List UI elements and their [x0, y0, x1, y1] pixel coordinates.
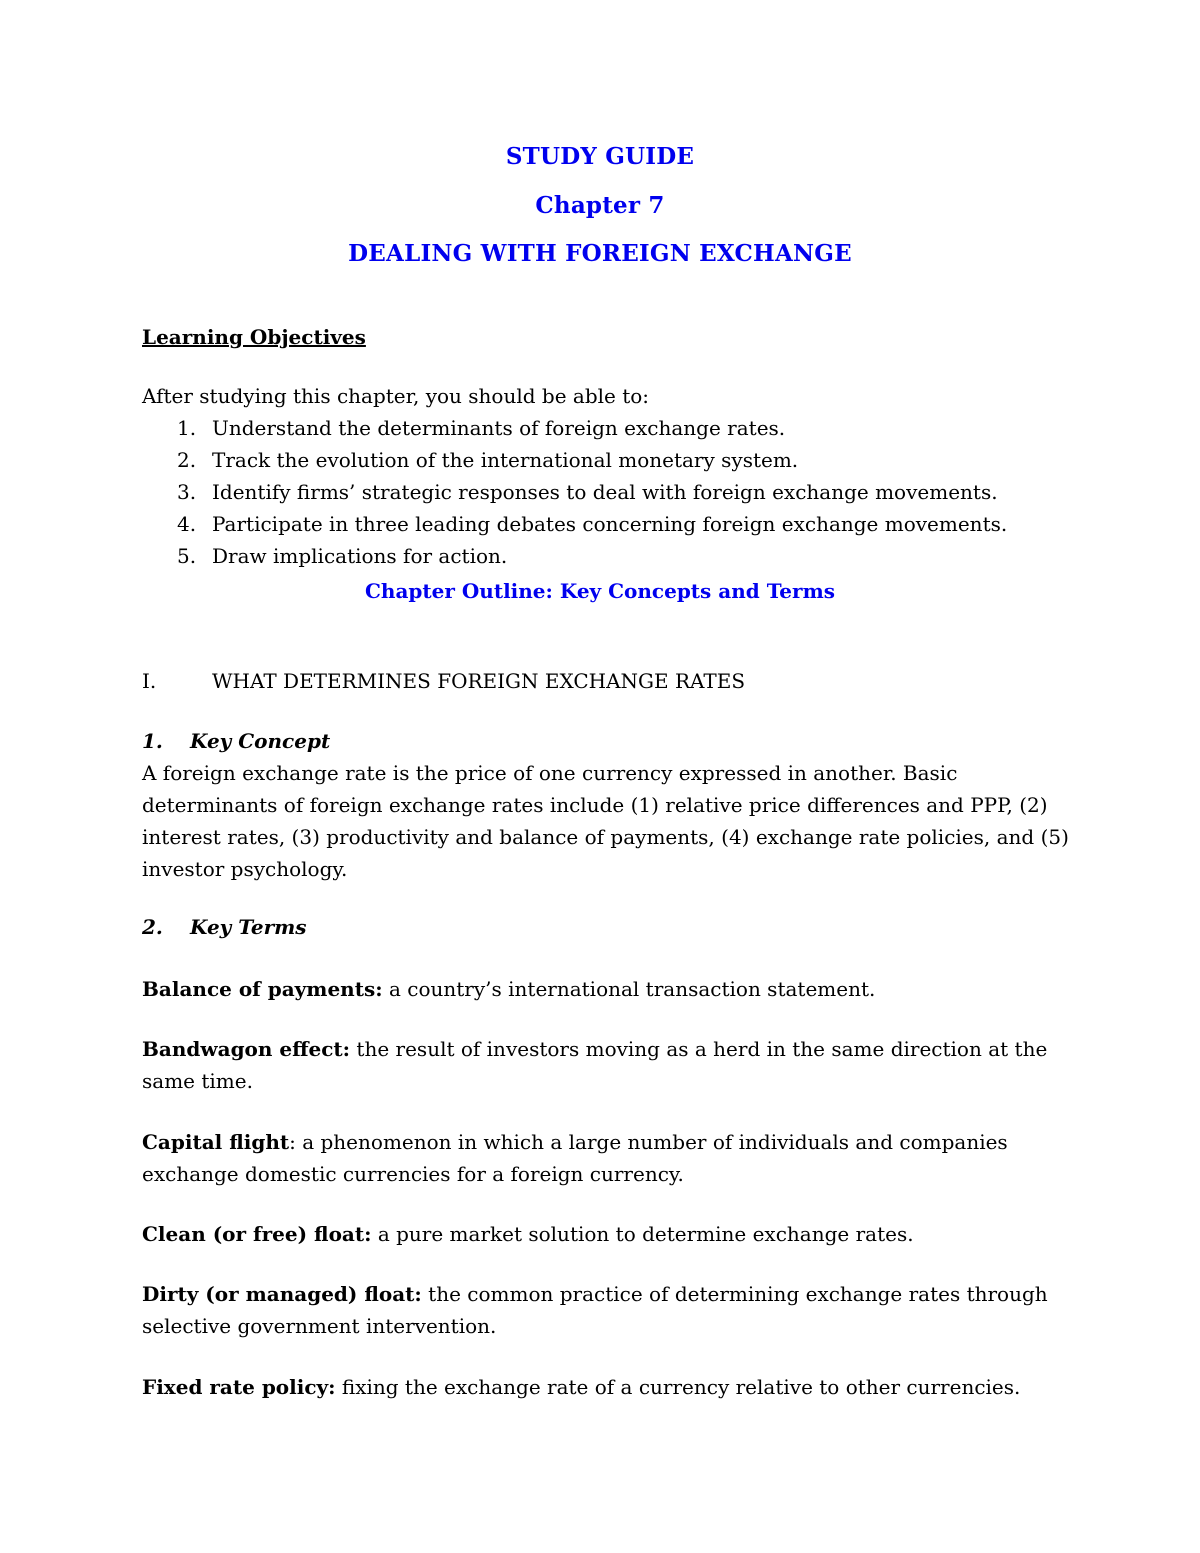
list-number: 1.: [177, 416, 197, 440]
list-number: 5.: [177, 544, 197, 568]
document-title: STUDY GUIDE: [505, 143, 695, 170]
term-definition: a pure market solution to determine exchange rates.: [371, 1222, 914, 1246]
term-definition: : a phenomenon in which a large number of individuals and companies exchange domestic currencies for a foreign currency.: [142, 1130, 1008, 1186]
key-terms-label: Key Terms: [190, 915, 307, 939]
list-text: Identify firms’ strategic responses to deal with foreign exchange movements.: [212, 480, 998, 504]
term-bandwagon-effect: [142, 1033, 1072, 1097]
term-balance-of-payments: [142, 973, 1072, 1005]
list-number: 4.: [177, 512, 197, 536]
term-name: Clean (or free) float:: [142, 1222, 372, 1246]
list-text: Draw implications for action.: [212, 544, 508, 568]
key-concept-label: Key Concept: [190, 729, 331, 753]
learning-objectives-heading: Learning Objectives: [142, 325, 366, 349]
section-title: WHAT DETERMINES FOREIGN EXCHANGE RATES: [212, 669, 746, 693]
term-definition: fixing the exchange rate of a currency relative to other currencies.: [335, 1375, 1021, 1399]
list-text: Track the evolution of the international monetary system.: [212, 448, 799, 472]
term-name: Capital flight: [142, 1130, 290, 1154]
list-text: Participate in three leading debates concerning foreign exchange movements.: [212, 512, 1008, 536]
term-name: Dirty (or managed) float:: [142, 1282, 422, 1306]
term-fixed-rate-policy: [142, 1371, 1072, 1403]
term-clean-float: [142, 1218, 1072, 1250]
list-number: 3.: [177, 480, 197, 504]
key-concept-number: 1.: [142, 729, 163, 753]
term-name: Fixed rate policy:: [142, 1375, 336, 1399]
term-name: Balance of payments:: [142, 977, 383, 1001]
term-name: Bandwagon effect:: [142, 1037, 351, 1061]
section-numeral: I.: [142, 669, 157, 693]
chapter-number: Chapter 7: [535, 192, 665, 219]
term-capital-flight: [142, 1126, 1072, 1190]
chapter-title: DEALING WITH FOREIGN EXCHANGE: [348, 240, 852, 267]
term-definition: a country’s international transaction statement.: [382, 977, 876, 1001]
list-text: Understand the determinants of foreign exchange rates.: [212, 416, 786, 440]
key-concept-text: A foreign exchange rate is the price of one currency expressed in another. Basic determinants of foreign exchange rates include (1) relative price differences and PPP, (2) interest rates, (3) productivity and balance of payments, (4) exchange rate policies, and (5) investor psychology.: [142, 761, 1069, 881]
term-dirty-float: [142, 1278, 1072, 1342]
term-definition: the result of investors moving as a herd in the same direction at the same time.: [142, 1037, 1048, 1093]
objectives-intro: After studying this chapter, you should be able to:: [142, 384, 650, 408]
list-number: 2.: [177, 448, 197, 472]
key-terms-number: 2.: [142, 915, 163, 939]
term-definition: the common practice of determining exchange rates through selective government intervention.: [142, 1282, 1048, 1338]
outline-heading: Chapter Outline: Key Concepts and Terms: [365, 579, 835, 603]
